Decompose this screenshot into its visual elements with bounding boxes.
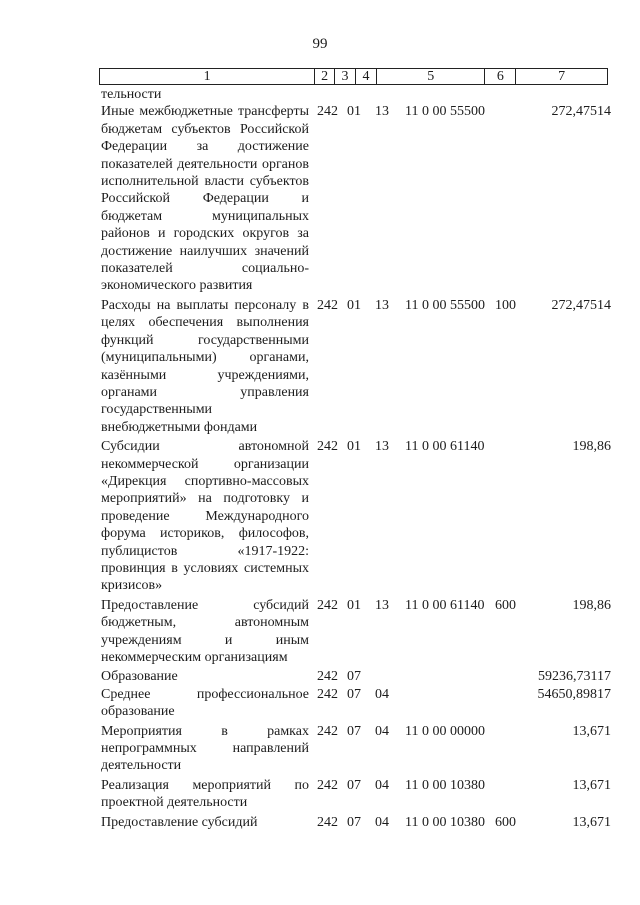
row-code-6 xyxy=(495,438,531,595)
row-code-3: 01 xyxy=(347,104,361,120)
header-col-5: 5 xyxy=(377,69,486,84)
row-amount: 272,47514 xyxy=(551,104,611,120)
row-name: тельности xyxy=(101,87,162,102)
row-amount: 198,86 xyxy=(572,597,611,613)
row-name: Иные межбюджетные трансферты бюджетам субъектов Российской Федерации за достижение показателей деятельности органов исполнительной власти субъектов Российской Федерации и бюджетам муниципальных районов и городских округов за достижение наилучших значений показателей социально-экономического развития xyxy=(101,104,309,294)
table-row xyxy=(0,686,640,721)
row-code-6: 100 xyxy=(495,297,516,313)
row-code-2: 242 xyxy=(317,297,338,313)
row-name: Субсидии автономной некоммерческой организации «Дирекция спортивно-массовых мероприятий» на подготовку и проведение Международного форума историков, философов, публицистов «1917-1922: провинция в условиях системных кризисов» xyxy=(101,439,309,594)
table-row xyxy=(0,814,640,831)
row-code-6: 600 xyxy=(495,597,516,613)
row-name: Образование xyxy=(101,669,178,685)
row-amount: 198,86 xyxy=(572,439,611,455)
row-code-4: 13 xyxy=(375,439,389,455)
header-col-4: 4 xyxy=(356,69,377,84)
header-col-6: 6 xyxy=(485,69,516,84)
row-code-2: 242 xyxy=(317,777,338,793)
row-code-2: 242 xyxy=(317,597,338,613)
row-code-5: 11 0 00 61140 xyxy=(405,439,485,455)
row-name: Реализация мероприятий по проектной деятельности xyxy=(101,777,309,811)
row-name: Расходы на выплаты персоналу в целях обеспечения выполнения функций государственными (муниципальными) органами, казёнными учреждениями, органами управления государственными внебюджетными фондами xyxy=(101,297,309,435)
row-code-6 xyxy=(495,668,531,685)
row-name: Среднее профессиональное образование xyxy=(101,686,309,720)
row-code-3: 07 xyxy=(347,686,361,702)
table-row xyxy=(0,597,640,667)
row-code-6 xyxy=(495,103,531,294)
row-code-3: 07 xyxy=(347,723,361,739)
row-code-6: 600 xyxy=(495,814,516,830)
row-code-2: 242 xyxy=(317,723,338,739)
row-code-2: 242 xyxy=(317,686,338,702)
header-col-7: 7 xyxy=(558,69,566,84)
header-col-2: 2 xyxy=(315,69,335,84)
row-amount: 13,671 xyxy=(572,814,611,830)
table-row xyxy=(0,297,640,436)
row-code-4: 04 xyxy=(375,723,389,739)
row-code-5 xyxy=(405,686,495,721)
row-code-3: 01 xyxy=(347,439,361,455)
row-code-4: 04 xyxy=(375,686,389,702)
header-col-3: 3 xyxy=(335,69,356,84)
row-code-5: 11 0 00 00000 xyxy=(405,723,485,739)
row-amount: 54650,89817 xyxy=(537,686,611,702)
row-code-3: 07 xyxy=(347,669,361,685)
table-row xyxy=(0,103,640,294)
row-code-4: 13 xyxy=(375,297,389,313)
row-name: Мероприятия в рамках непрограммных направлений деятельности xyxy=(101,723,309,774)
table-row xyxy=(0,438,640,595)
row-code-5: 11 0 00 55500 xyxy=(405,104,485,120)
row-code-4: 13 xyxy=(375,104,389,120)
row-code-3: 07 xyxy=(347,777,361,793)
row-amount: 13,671 xyxy=(572,723,611,739)
row-code-2: 242 xyxy=(317,814,338,830)
row-code-2: 242 xyxy=(317,104,338,120)
budget-table xyxy=(0,86,640,831)
row-code-5: 11 0 00 10380 xyxy=(405,814,485,830)
row-code-4: 04 xyxy=(375,777,389,793)
row-code-6 xyxy=(495,686,531,721)
row-name: Предоставление субсидий бюджетным, автономным учреждениям и иным некоммерческим организациям xyxy=(101,597,309,665)
table-row xyxy=(0,777,640,812)
row-code-5: 11 0 00 10380 xyxy=(405,777,485,793)
row-name: Предоставление субсидий xyxy=(101,814,258,830)
row-code-4: 13 xyxy=(375,597,389,613)
row-amount: 13,671 xyxy=(572,777,611,793)
row-code-6 xyxy=(495,777,531,812)
row-code-3: 01 xyxy=(347,597,361,613)
row-code-3: 01 xyxy=(347,297,361,313)
row-code-2: 242 xyxy=(317,669,338,685)
row-code-4: 04 xyxy=(375,814,389,830)
row-code-5 xyxy=(405,668,495,685)
row-code-3: 07 xyxy=(347,814,361,830)
row-code-5: 11 0 00 61140 xyxy=(405,597,485,613)
table-row xyxy=(0,668,640,685)
row-code-5: 11 0 00 55500 xyxy=(405,297,485,313)
row-amount: 272,47514 xyxy=(551,297,611,313)
row-code-6 xyxy=(495,723,531,775)
table-header xyxy=(99,68,608,85)
page-number: 99 xyxy=(312,36,328,52)
table-row xyxy=(0,86,640,103)
row-code-4 xyxy=(375,668,405,685)
header-col-1: 1 xyxy=(100,69,315,84)
table-row xyxy=(0,723,640,775)
row-amount: 59236,73117 xyxy=(538,669,611,685)
row-code-2: 242 xyxy=(317,439,338,455)
